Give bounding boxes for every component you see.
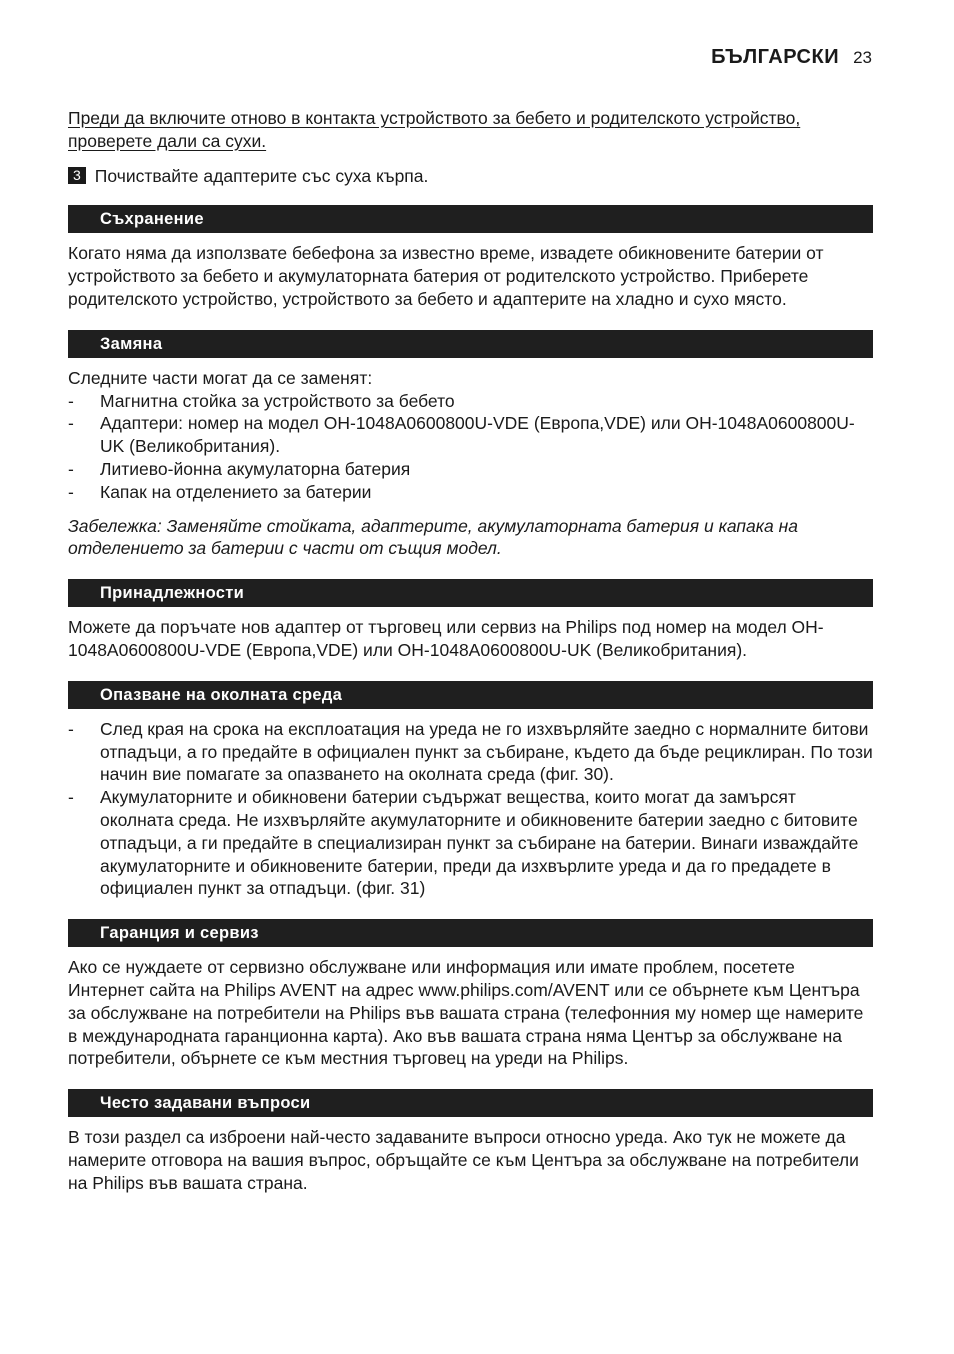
section-header-environment: Опазване на околната среда [68,681,873,709]
section-header-storage: Съхранение [68,205,873,233]
guarantee-text-after: или се обърнете към Центъра за обслужване на потребители на Philips във вашата страна (телефонния му номер ще намерите в международната гаранционна карта). Ако във вашата страна няма Център за обслужване на потребители, обърнете се към местния търговец на уреди на Philips. [68,979,864,1069]
step-number: 3 [68,167,86,184]
replacement-intro: Следните части могат да се заменят: [68,367,373,388]
guarantee-text [68,956,873,1070]
list-item: - Капак на отделението за батерии [68,481,873,504]
list-item: - След края на срока на експлоатация на уреда не го изхвърляйте заедно с нормалните битови отпадъци, а го предайте в официален пункт за събиране, където да бъде рециклиран. По този начин вие помагате за опазването на околната среда (фиг. 30). [68,718,873,786]
accessories-text: Можете да поръчате нов адаптер от търговец или сервиз на Philips под номер на модел OH-1048A0600800U-VDE (Европа,VDE) или OH-1048A0600800U-UK (Великобритания). [68,617,824,660]
section-header-accessories: Принадлежности [68,579,873,607]
language-label: БЪЛГАРСКИ [711,46,840,68]
section-header-faq: Често задавани въпроси [68,1089,873,1117]
step-text: Почиствайте адаптерите със суха кърпа. [94,165,429,186]
page-number: 23 [853,48,872,67]
list-item: - Магнитна стойка за устройството за бебето [68,390,873,413]
guarantee-text-before: Ако се нуждаете от сервизно обслужване или информация или имате проблем, посетете Интернет сайта на Philips AVENT на адрес [68,957,795,1000]
environment-list [68,718,873,900]
page-header [711,46,872,69]
warning-text: Преди да включите отново в контакта устройството за бебето и родителското устройство, проверете дали са сухи. [68,108,801,151]
step-3 [68,165,873,188]
list-item: - Литиево-йонна акумулаторна батерия [68,458,873,481]
list-item: - Акумулаторните и обикновени батерии съдържат вещества, които могат да замърсят околната среда. Не изхвърляйте акумулаторните и обикновените батерии заедно с битовите отпадъци, а ги предайте в специализиран пункт за събиране на батерии. Винаги изваждайте акумулаторните и обикновените батерии, преди да изхвърлите уреда и да го предадете в официален пункт за отпадъци. (фиг. 31) [68,786,873,900]
warning-paragraph [68,107,873,153]
page-content [68,107,873,1195]
storage-text: Когато няма да използвате бебефона за известно време, извадете обикновените батерии от устройството за бебето и акумулаторната батерия от родителското устройство. Приберете родителското устройство, устройството за бебето и адаптерите на хладно и сухо място. [68,243,824,309]
replacement-list [68,390,873,504]
section-header-guarantee: Гаранция и сервиз [68,919,873,947]
philips-avent-link[interactable]: www.philips.com/AVENT [418,979,610,1000]
list-item: - Адаптери: номер на модел OH-1048A0600800U-VDE (Европа,VDE) или OH-1048A0600800U-UK (Великобритания). [68,412,873,458]
faq-text: В този раздел са изброени най-често задаваните въпроси относно уреда. Ако тук не можете да намерите отговора на вашия въпрос, обръщайте се към Центъра за обслужване на потребители на Philips във вашата страна. [68,1127,859,1193]
replacement-note: Забележка: Заменяйте стойката, адаптерите, акумулаторната батерия и капака на отделението за батерии с части от същия модел. [68,515,798,559]
section-header-replacement: Замяна [68,330,873,358]
